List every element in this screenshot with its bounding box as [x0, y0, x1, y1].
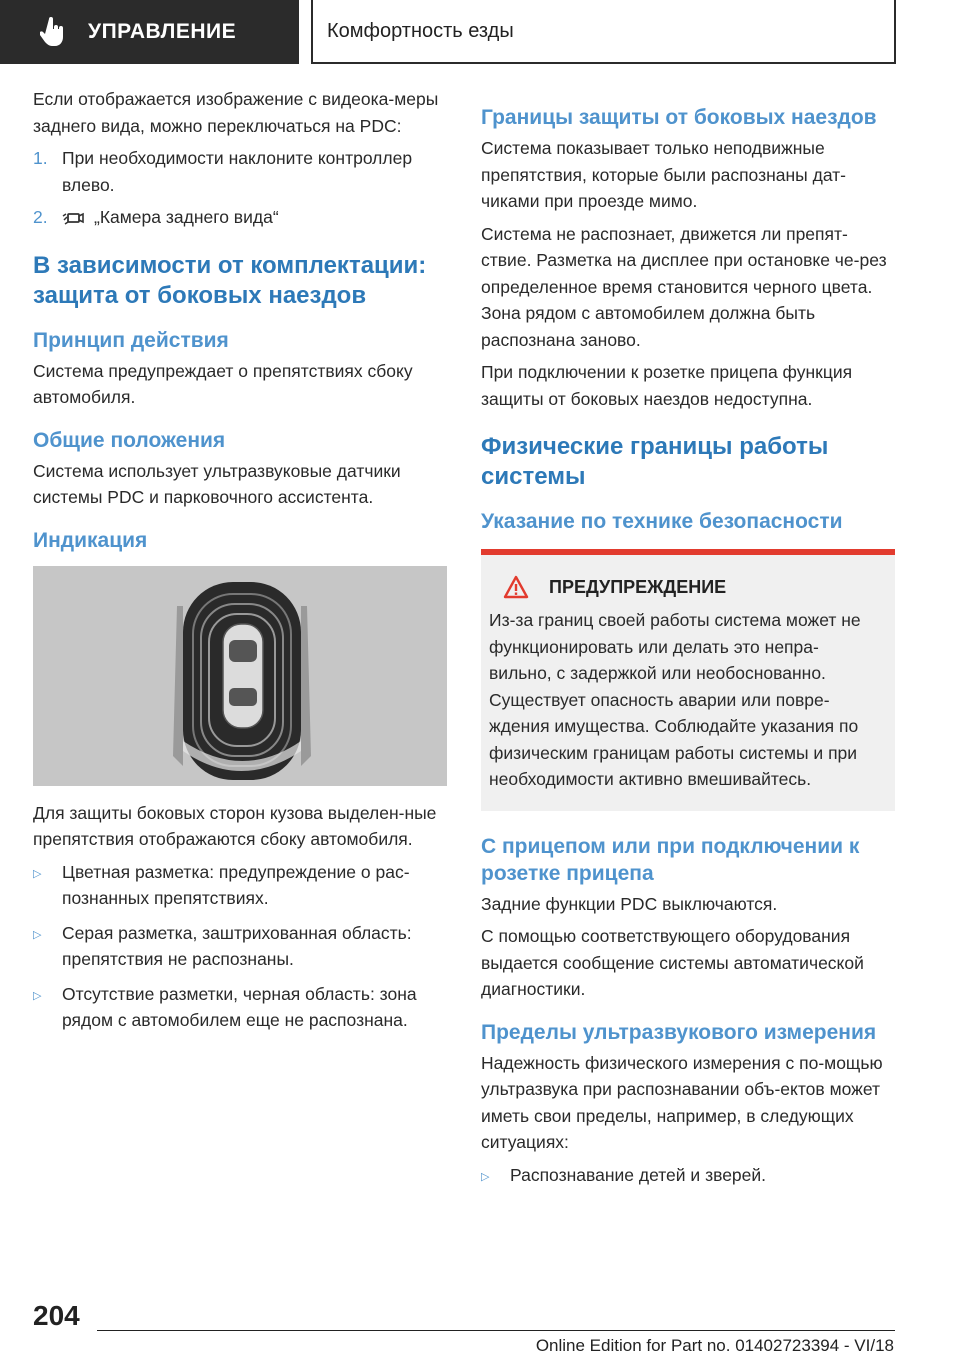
step-text: При необходимости наклоните контроллер влево.	[62, 148, 413, 195]
heading-side-protection: В зависимости от комплектации: защита от боковых наездов	[33, 251, 427, 309]
warning-text: Из-за границ своей работы система может не функционировать или делать это непра-вильно, с задержкой или необоснованно. Существует опасность аварии или повре-ждения имущества. Соблюдайте указания по физическим границам работы системы и при необходимости активно вмешивайтесь.	[489, 610, 861, 789]
heading-ultrasonic: Пределы ультразвукового измерения	[481, 1020, 877, 1044]
heading-safety: Указание по технике безопасности	[481, 510, 843, 533]
steps-list	[33, 145, 447, 231]
step-number: 2.	[33, 207, 48, 227]
ultrasonic-text: Надежность физического измерения с по-мощью ультразвука при распознавании объ-ектов может иметь свои пределы, например, в следующих ситуациях:	[481, 1052, 883, 1152]
warning-triangle-icon	[503, 575, 529, 599]
right-column	[481, 86, 895, 1198]
rear-camera-icon	[62, 208, 84, 226]
intro-text: Если отображается изображение с видеока-меры заднего вида, можно переключаться на PDC:	[33, 89, 439, 136]
step-number: 1.	[33, 148, 48, 168]
pdc-display-figure	[33, 566, 447, 786]
footer-divider	[97, 1330, 895, 1331]
limits-text-2: Система не распознает, движется ли препят-ствие. Разметка на дисплее при остановке че-рез определенное время становится черного цвета. Зона рядом с автомобилем должна быть распознана заново.	[481, 223, 887, 350]
header-section-tab	[0, 0, 299, 64]
list-item: ▷ Отсутствие разметки, черная область: зона рядом с автомобилем еще не распознана.	[33, 981, 447, 1034]
bullet-triangle-icon: ▷	[33, 867, 42, 880]
edition-info: Online Edition for Part no. 01402723394 - VI/18	[535, 1336, 894, 1355]
heading-general: Общие положения	[33, 428, 226, 452]
warning-title: ПРЕДУПРЕЖДЕНИЕ	[549, 576, 727, 597]
car-top-view-image	[33, 566, 447, 786]
step-item	[33, 204, 447, 231]
bullet-triangle-icon: ▷	[481, 1170, 490, 1183]
trailer-text-2: С помощью соответствующего оборудования выдается сообщение системы автоматической диагностики.	[481, 926, 864, 999]
hand-pointer-icon	[40, 17, 66, 47]
left-column	[33, 86, 447, 1042]
heading-principle: Принцип действия	[33, 328, 229, 352]
situations-list	[481, 1162, 895, 1191]
page-number: 204	[33, 1300, 80, 1331]
figure-caption: Для защиты боковых сторон кузова выделен-ные препятствия отображаются сбоку автомобиля.	[33, 802, 437, 849]
principle-text: Система предупреждает о препятствиях сбоку автомобиля.	[33, 360, 413, 407]
list-item: ▷ Распознавание детей и зверей.	[481, 1162, 895, 1191]
step-item	[33, 145, 447, 198]
marking-list	[33, 859, 447, 1034]
warning-header	[489, 575, 881, 599]
bullet-triangle-icon: ▷	[33, 928, 42, 941]
heading-physical-limits: Физические границы работы системы	[481, 433, 829, 490]
chapter-tab	[311, 0, 896, 64]
list-item: ▷ Цветная разметка: предупреждение о рас-познанных препятствиях.	[33, 859, 447, 912]
bullet-triangle-icon: ▷	[33, 989, 42, 1002]
trailer-text-1: Задние функции PDC выключаются.	[481, 893, 778, 914]
general-text: Система использует ультразвуковые датчики системы PDC и парковочного ассистента.	[33, 460, 401, 507]
limits-text-3: При подключении к розетке прицепа функция защиты от боковых наездов недоступна.	[481, 362, 853, 409]
step-text: „Камера заднего вида“	[94, 207, 279, 227]
limits-text-1: Система показывает только неподвижные препятствия, которые были распознаны дат-чиками при проезде мимо.	[481, 138, 847, 211]
heading-limits: Границы защиты от боковых наездов	[481, 106, 877, 129]
section-title: УПРАВЛЕНИЕ	[88, 20, 237, 43]
heading-trailer: С прицепом или при подключении к розетке прицепа	[481, 834, 860, 885]
warning-box	[481, 549, 895, 811]
heading-display: Индикация	[33, 528, 148, 552]
chapter-title: Комфортность езды	[327, 19, 514, 42]
list-item: ▷ Серая разметка, заштрихованная область: препятствия не распознаны.	[33, 920, 447, 973]
